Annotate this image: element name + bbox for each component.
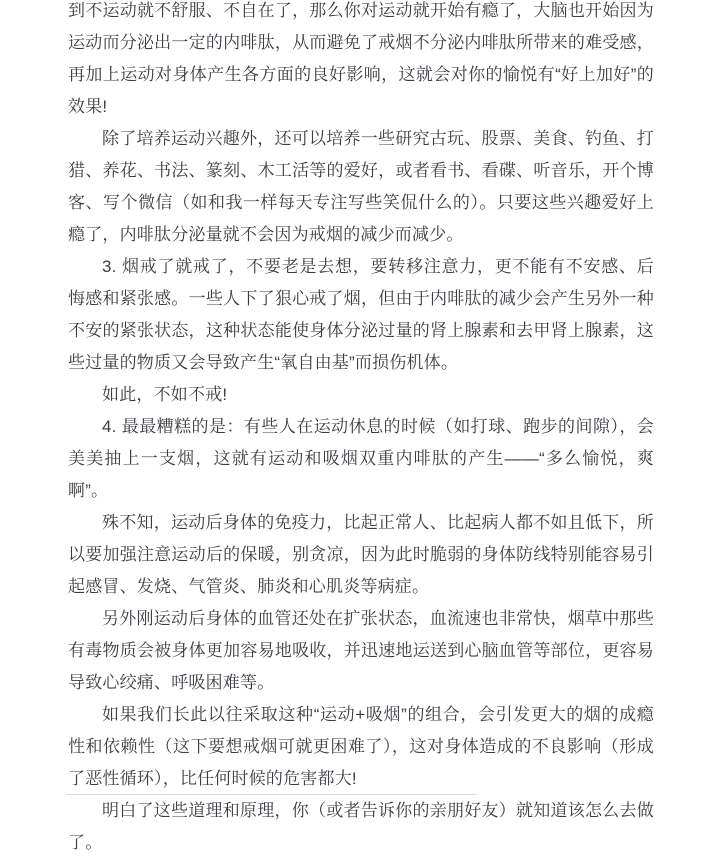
paragraph: 除了培养运动兴趣外，还可以培养一些研究古玩、股票、美食、钓鱼、打猎、养花、书法、篆刻、木工活等的爱好，或者看书、看碟、听音乐，开个博客、写个微信（如和我一样每天专注写些笑侃什么的）。只要这些兴趣爱好上瘾了，内啡肽分泌量就不会因为戒烟的减少而减少。 <box>68 129 654 244</box>
paragraph: 如此，不如不戒! <box>102 385 228 404</box>
paragraph: 4. 最最糟糕的是：有些人在运动休息的时候（如打球、跑步的间隙），会美美抽上一支烟，这就有运动和吸烟双重内啡肽的产生——“多么愉悦，爽啊”。 <box>68 417 654 500</box>
paragraph: 殊不知，运动后身体的免疫力，比起正常人、比起病人都不如且低下，所以要加强注意运动后的保暖，别贪凉，因为此时脆弱的身体防线特别能容易引起感冒、发烧、气管炎、肺炎和心肌炎等病症。 <box>68 513 654 596</box>
paragraph: 另外刚运动后身体的血管还处在扩张状态，血流速也非常快，烟草中那些有毒物质会被身体更加容易地吸收，并迅速地运送到心脑血管等部位，更容易导致心绞痛、呼吸困难等。 <box>68 609 654 692</box>
page-bottom-divider <box>66 794 477 795</box>
paragraph: 3. 烟戒了就戒了，不要老是去想，要转移注意力，更不能有不安感、后悔感和紧张感。一些人下了狠心戒了烟，但由于内啡肽的减少会产生另外一种不安的紧张状态，这种状态能使身体分泌过量的肾上腺素和去甲肾上腺素，这些过量的物质又会导致产生“氧自由基”而损伤机体。 <box>68 257 654 372</box>
paragraph: 如果我们长此以往采取这种“运动+吸烟”的组合，会引发更大的烟的成瘾性和依赖性（这下要想戒烟可就更困难了），这对身体造成的不良影响（形成了恶性循环），比任何时候的危害都大! <box>68 705 654 788</box>
paragraph: 明白了这些道理和原理，你（或者告诉你的亲朋好友）就知道该怎么去做了。 <box>68 801 654 852</box>
paragraph: 到不运动就不舒服、不自在了，那么你对运动就开始有瘾了，大脑也开始因为运动而分泌出一定的内啡肽，从而避免了戒烟不分泌内啡肽所带来的难受感，再加上运动对身体产生各方面的良好影响，这就会对你的愉悦有“好上加好”的效果! <box>68 1 654 116</box>
